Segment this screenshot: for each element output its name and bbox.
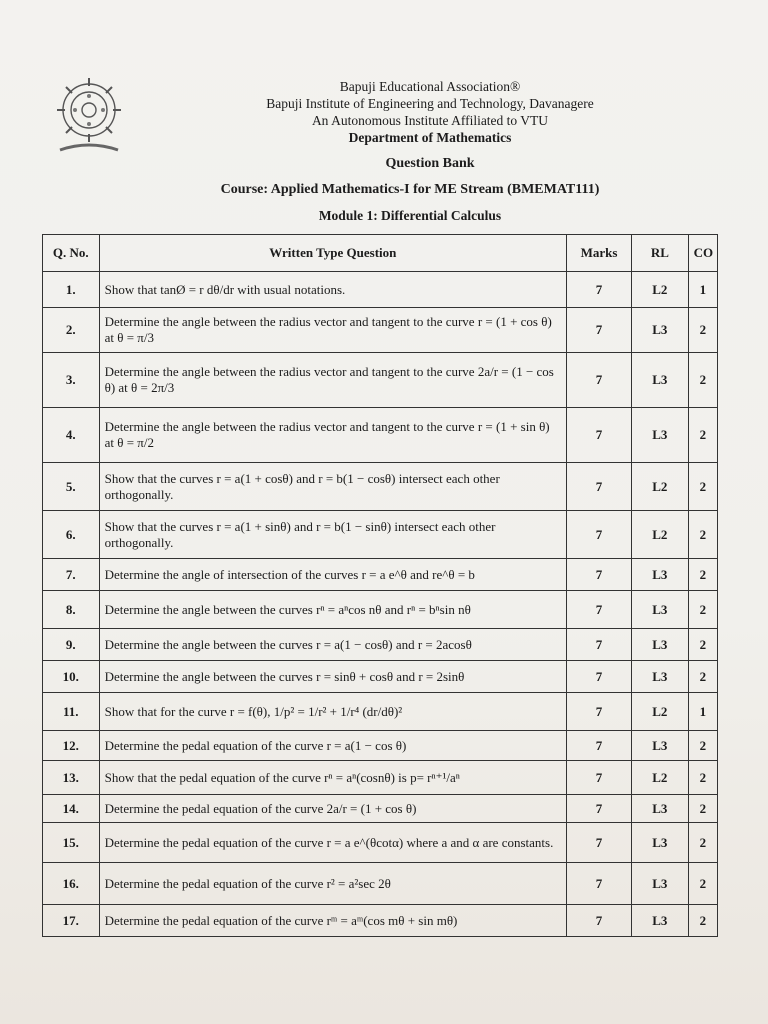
question-number: 1. bbox=[43, 272, 100, 308]
institution-header bbox=[120, 78, 740, 146]
question-marks: 7 bbox=[567, 511, 632, 559]
question-text: Show that for the curve r = f(θ), 1/p² = 1/r² + 1/r⁴ (dr/dθ)² bbox=[99, 693, 566, 731]
question-number: 17. bbox=[43, 905, 100, 937]
question-marks: 7 bbox=[567, 463, 632, 511]
department-name: Department of Mathematics bbox=[348, 130, 512, 145]
question-text: Determine the pedal equation of the curve r = a(1 − cos θ) bbox=[99, 731, 566, 761]
question-number: 15. bbox=[43, 823, 100, 863]
question-rl: L3 bbox=[632, 559, 689, 591]
question-marks: 7 bbox=[567, 272, 632, 308]
question-text: Determine the angle between the radius vector and tangent to the curve r = (1 + sin θ) at θ = π/2 bbox=[99, 408, 566, 463]
question-number: 10. bbox=[43, 661, 100, 693]
question-rl: L2 bbox=[632, 761, 689, 795]
table-row bbox=[43, 408, 718, 463]
question-number: 9. bbox=[43, 629, 100, 661]
question-marks: 7 bbox=[567, 629, 632, 661]
question-co: 2 bbox=[688, 559, 717, 591]
question-text: Determine the angle between the curves r = sinθ + cosθ and r = 2sinθ bbox=[99, 661, 566, 693]
question-rl: L3 bbox=[632, 823, 689, 863]
question-co: 2 bbox=[688, 463, 717, 511]
question-marks: 7 bbox=[567, 661, 632, 693]
question-table bbox=[42, 234, 718, 937]
question-number: 2. bbox=[43, 308, 100, 353]
question-co: 2 bbox=[688, 823, 717, 863]
question-rl: L3 bbox=[632, 353, 689, 408]
question-text: Determine the pedal equation of the curve r² = a²sec 2θ bbox=[99, 863, 566, 905]
question-text: Determine the angle between the radius vector and tangent to the curve 2a/r = (1 − cos θ) at θ = 2π/3 bbox=[99, 353, 566, 408]
table-row bbox=[43, 308, 718, 353]
institution-seal-icon bbox=[52, 70, 126, 162]
question-marks: 7 bbox=[567, 905, 632, 937]
course-title: Course: Applied Mathematics-I for ME Stream (BMEMAT111) bbox=[220, 182, 600, 197]
question-rl: L3 bbox=[632, 408, 689, 463]
question-text: Determine the angle of intersection of the curves r = a e^θ and re^θ = b bbox=[99, 559, 566, 591]
header-question: Written Type Question bbox=[99, 235, 566, 272]
table-row bbox=[43, 591, 718, 629]
table-row bbox=[43, 559, 718, 591]
question-marks: 7 bbox=[567, 795, 632, 823]
table-row bbox=[43, 693, 718, 731]
question-number: 16. bbox=[43, 863, 100, 905]
module-title: Module 1: Differential Calculus bbox=[318, 208, 502, 223]
question-number: 8. bbox=[43, 591, 100, 629]
question-rows bbox=[43, 272, 718, 937]
question-marks: 7 bbox=[567, 731, 632, 761]
question-rl: L3 bbox=[632, 795, 689, 823]
question-marks: 7 bbox=[567, 693, 632, 731]
question-number: 12. bbox=[43, 731, 100, 761]
question-marks: 7 bbox=[567, 823, 632, 863]
header-marks: Marks bbox=[567, 235, 632, 272]
question-text: Show that tanØ = r dθ/dr with usual notations. bbox=[99, 272, 566, 308]
question-co: 2 bbox=[688, 661, 717, 693]
table-row bbox=[43, 463, 718, 511]
question-co: 2 bbox=[688, 905, 717, 937]
question-text: Determine the pedal equation of the curve rᵐ = aᵐ(cos mθ + sin mθ) bbox=[99, 905, 566, 937]
question-text: Determine the angle between the curves r = a(1 − cosθ) and r = 2acosθ bbox=[99, 629, 566, 661]
question-rl: L2 bbox=[632, 463, 689, 511]
question-marks: 7 bbox=[567, 591, 632, 629]
table-row bbox=[43, 731, 718, 761]
question-co: 2 bbox=[688, 629, 717, 661]
question-text: Determine the pedal equation of the curve r = a e^(θcotα) where a and α are constants. bbox=[99, 823, 566, 863]
table-row bbox=[43, 905, 718, 937]
question-co: 2 bbox=[688, 408, 717, 463]
question-number: 4. bbox=[43, 408, 100, 463]
question-co: 2 bbox=[688, 731, 717, 761]
question-number: 14. bbox=[43, 795, 100, 823]
table-header-row bbox=[43, 235, 718, 272]
question-marks: 7 bbox=[567, 559, 632, 591]
header-qno: Q. No. bbox=[43, 235, 100, 272]
institute-name: Bapuji Institute of Engineering and Technology, Davanagere bbox=[266, 96, 594, 111]
question-marks: 7 bbox=[567, 761, 632, 795]
affiliation: An Autonomous Institute Affiliated to VTU bbox=[311, 113, 549, 128]
table-row bbox=[43, 795, 718, 823]
question-rl: L3 bbox=[632, 591, 689, 629]
question-number: 6. bbox=[43, 511, 100, 559]
question-number: 11. bbox=[43, 693, 100, 731]
question-number: 13. bbox=[43, 761, 100, 795]
document-title: Question Bank bbox=[385, 156, 475, 171]
question-co: 2 bbox=[688, 795, 717, 823]
table-row bbox=[43, 863, 718, 905]
question-co: 2 bbox=[688, 308, 717, 353]
question-rl: L3 bbox=[632, 863, 689, 905]
question-rl: L3 bbox=[632, 308, 689, 353]
table-row bbox=[43, 353, 718, 408]
table-row bbox=[43, 629, 718, 661]
question-rl: L2 bbox=[632, 693, 689, 731]
question-number: 5. bbox=[43, 463, 100, 511]
question-marks: 7 bbox=[567, 863, 632, 905]
association-name: Bapuji Educational Association® bbox=[339, 79, 521, 94]
question-marks: 7 bbox=[567, 408, 632, 463]
question-rl: L2 bbox=[632, 272, 689, 308]
question-rl: L3 bbox=[632, 629, 689, 661]
table-row bbox=[43, 823, 718, 863]
question-rl: L3 bbox=[632, 905, 689, 937]
question-marks: 7 bbox=[567, 353, 632, 408]
question-rl: L3 bbox=[632, 731, 689, 761]
question-marks: 7 bbox=[567, 308, 632, 353]
table-row bbox=[43, 661, 718, 693]
question-rl: L2 bbox=[632, 511, 689, 559]
question-number: 7. bbox=[43, 559, 100, 591]
question-rl: L3 bbox=[632, 661, 689, 693]
question-co: 1 bbox=[688, 272, 717, 308]
question-co: 2 bbox=[688, 863, 717, 905]
table-row bbox=[43, 272, 718, 308]
header-rl: RL bbox=[632, 235, 689, 272]
question-co: 2 bbox=[688, 761, 717, 795]
question-number: 3. bbox=[43, 353, 100, 408]
question-text: Show that the curves r = a(1 + cosθ) and r = b(1 − cosθ) intersect each other orthogonally. bbox=[99, 463, 566, 511]
question-text: Show that the curves r = a(1 + sinθ) and r = b(1 − sinθ) intersect each other orthogonally. bbox=[99, 511, 566, 559]
question-co: 2 bbox=[688, 353, 717, 408]
question-co: 1 bbox=[688, 693, 717, 731]
question-co: 2 bbox=[688, 591, 717, 629]
question-text: Show that the pedal equation of the curve rⁿ = aⁿ(cosnθ) is p= rⁿ⁺¹/aⁿ bbox=[99, 761, 566, 795]
table-row bbox=[43, 761, 718, 795]
question-text: Determine the angle between the curves rⁿ = aⁿcos nθ and rⁿ = bⁿsin nθ bbox=[99, 591, 566, 629]
question-text: Determine the pedal equation of the curve 2a/r = (1 + cos θ) bbox=[99, 795, 566, 823]
header-co: CO bbox=[688, 235, 717, 272]
question-co: 2 bbox=[688, 511, 717, 559]
table-row bbox=[43, 511, 718, 559]
question-text: Determine the angle between the radius vector and tangent to the curve r = (1 + cos θ) at θ = π/3 bbox=[99, 308, 566, 353]
